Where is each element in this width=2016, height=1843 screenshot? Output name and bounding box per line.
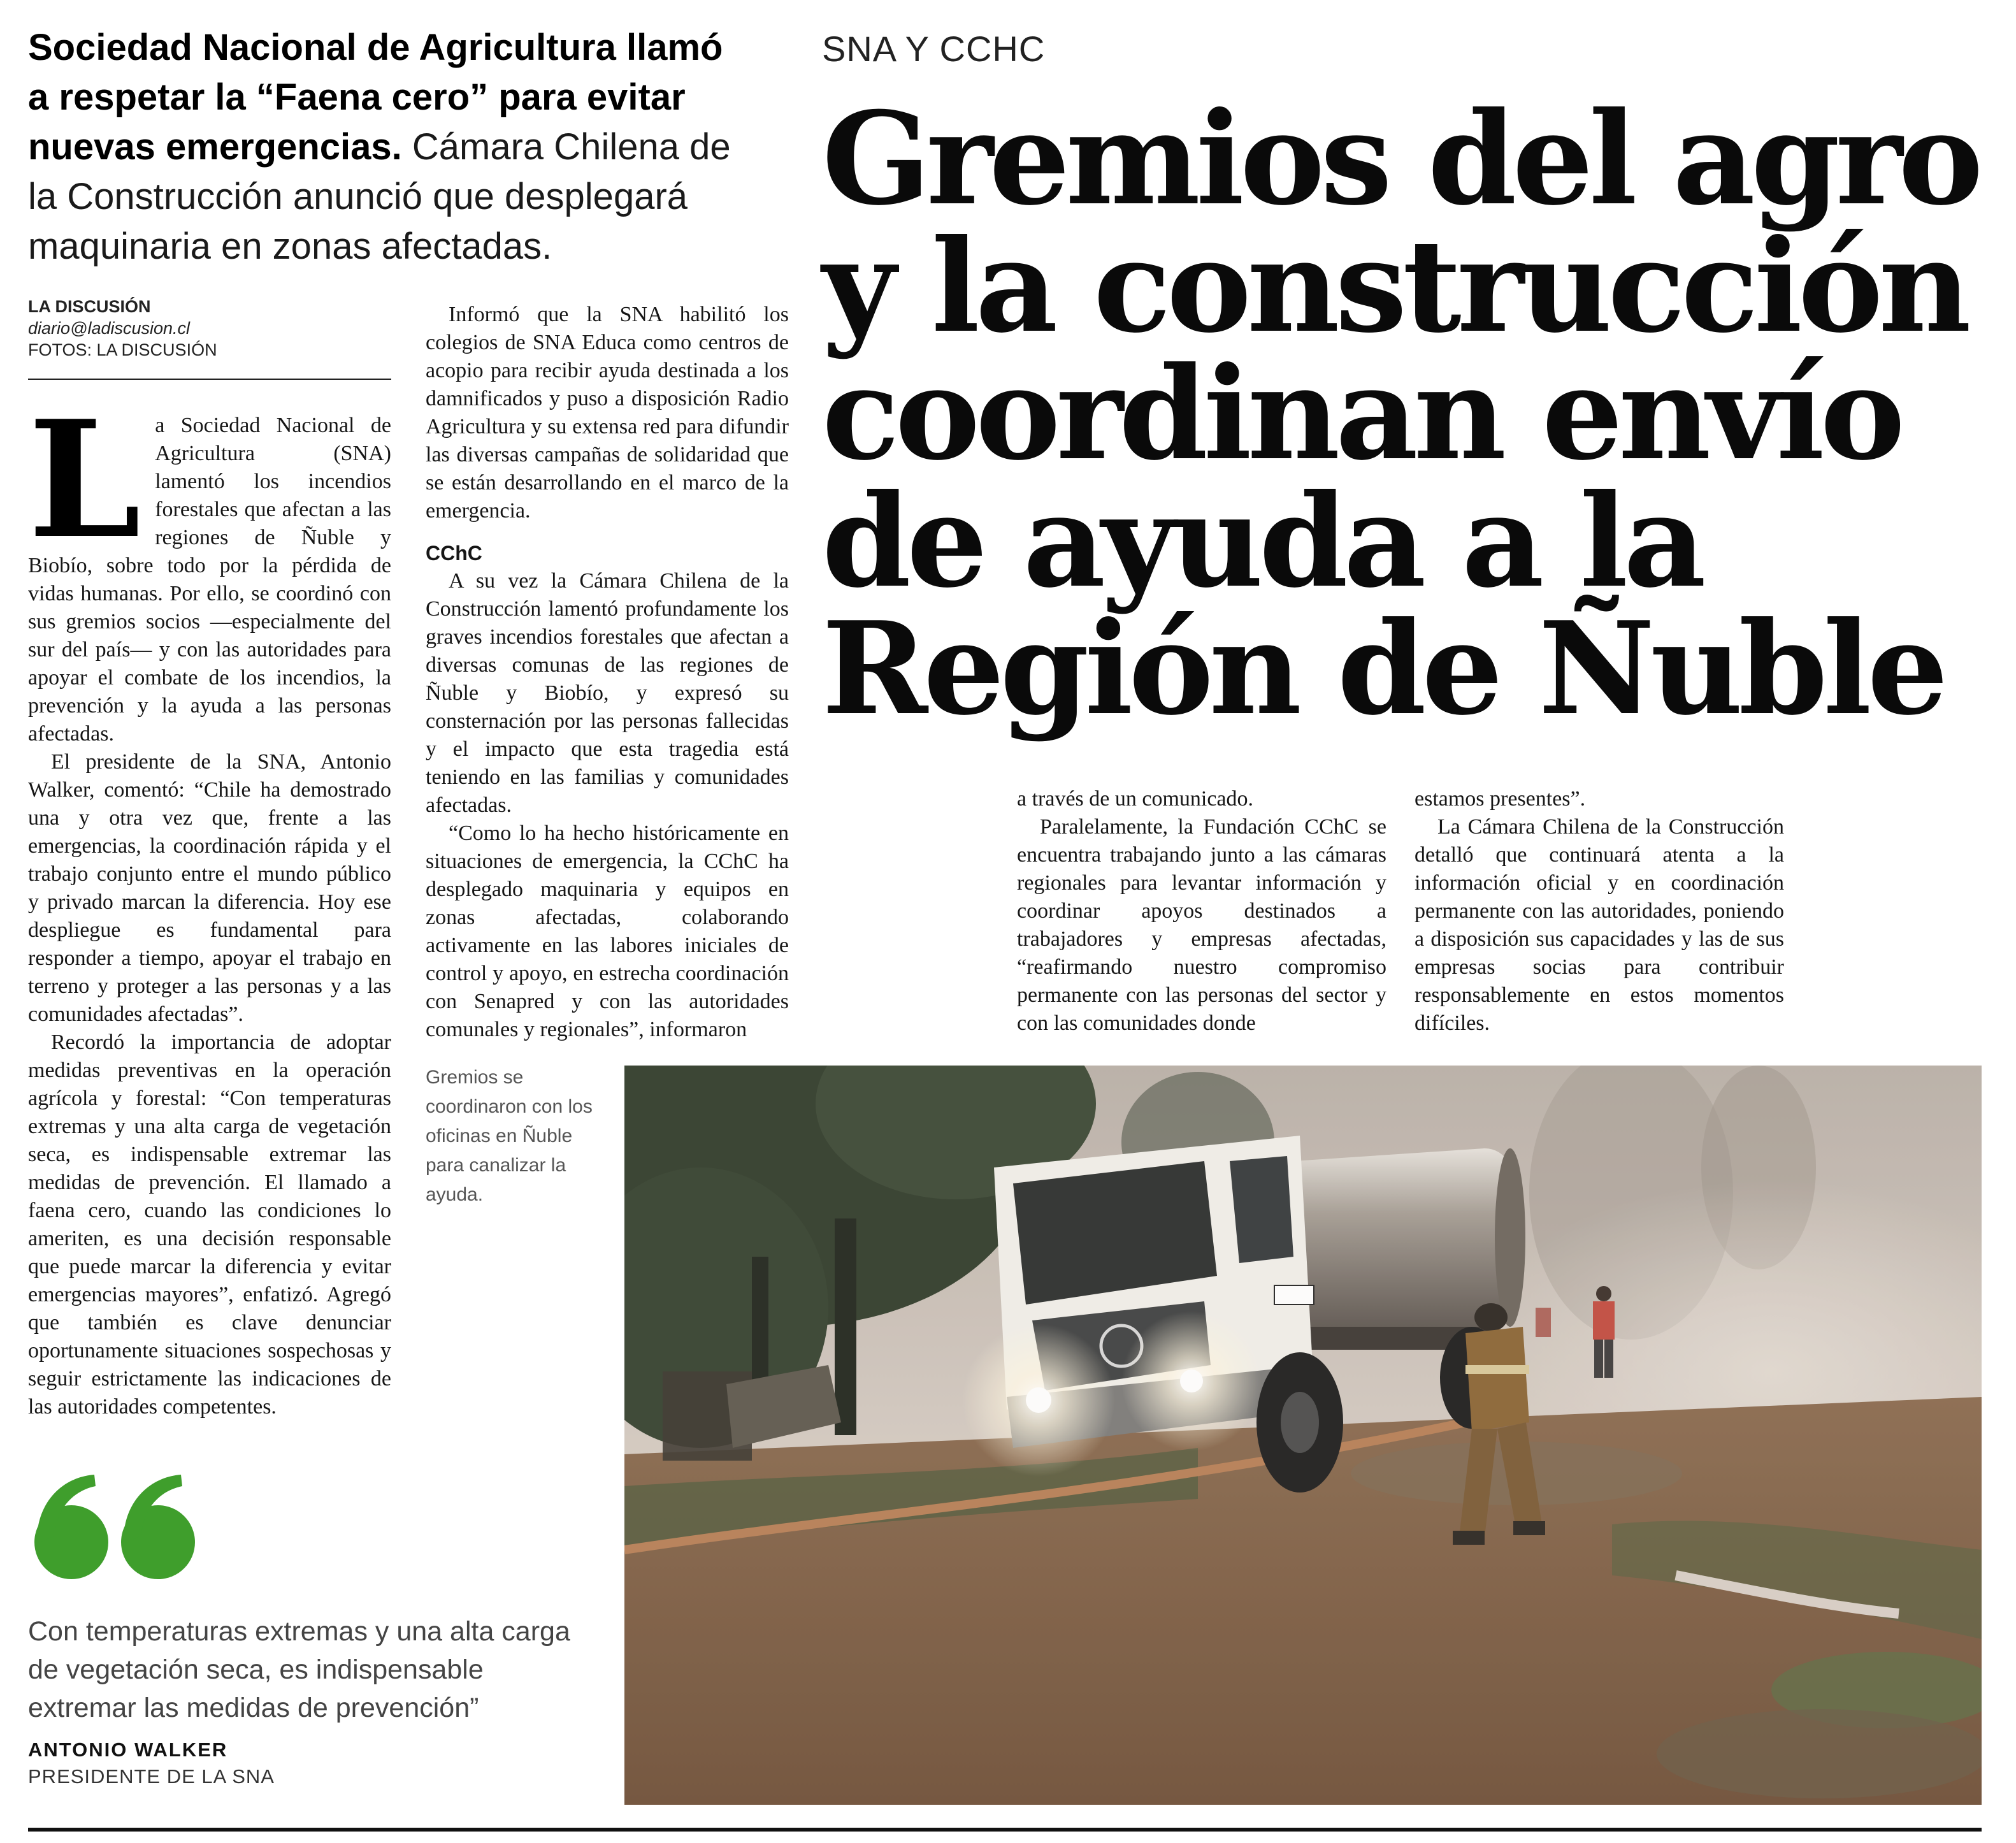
headline: Gremios del agro y la construcción coordinan envío de ayuda a la Región de Ñuble xyxy=(822,84,1979,744)
body-paragraph: El presidente de la SNA, Antonio Walker, comentó: “Chile ha demostrado una y otra vez que, frente a las emergencias, la coordinación rápida y el trabajo conjunto entre el mundo público y privado marcan la diferencia. Hoy ese despliegue es fundamental para responder a tiempo, apoyar el trabajo en terreno y proteger a las personas y a las comunidades afectadas”. xyxy=(28,750,391,1026)
news-photo xyxy=(624,1066,1982,1805)
pull-quote-text: Con temperaturas extremas y una alta carga de vegetación seca, es indispensable extremar las medidas de prevención” xyxy=(28,1616,570,1723)
quote-mark-right-icon xyxy=(121,1475,195,1579)
body-paragraph: “Como lo ha hecho históricamente en situaciones de emergencia, la CChC ha desplegado maquinaria y equipos en zonas afectadas, colaborando activamente en las labores iniciales de control y apoyo, en estrecha coordinación con Senapred y con las autoridades comunales y regionales”, informaron xyxy=(426,821,789,1041)
body-paragraph: A su vez la Cámara Chilena de la Construcción lamentó profundamente los graves incendios forestales que afectan a diversas comunas de las regiones de Ñuble y Biobío, y expresó su consternación por las personas fallecidas y el impacto que esta tragedia está teniendo en las familias y comunidades afectadas. xyxy=(426,569,789,817)
article-deck xyxy=(28,23,748,271)
drop-cap: L xyxy=(28,386,141,574)
section-kicker: SNA Y CCHC xyxy=(822,29,1046,69)
body-paragraph: La Cámara Chilena de la Construcción detalló que continuará atenta a la información oficial y en coordinación permanente con las autoridades, poniendo a disposición sus capacidades y las de sus empresas socias para contribuir responsablemente en estos momentos difíciles. xyxy=(1415,815,1784,1035)
body-paragraph: Recordó la importancia de adoptar medidas preventivas en la operación agrícola y forestal: “Con temperaturas extremas y una alta carga de vegetación seca, es indispensable extremar las medidas de prevención. El llamado a faena cero, cuando las condiciones lo ameriten, es una decisión responsable que puede marcar la diferencia y evitar emergencias mayores”, enfatizó. Agregó que también es clave denunciar oportunamente situaciones sospechosas y seguir estrictamente las indicaciones de las autoridades competentes. xyxy=(28,1030,391,1419)
body-paragraph: Informó que la SNA habilitó los colegios de SNA Educa como centros de acopio para recibir ayuda destinada a los damnificados y puso a disposición Radio Agricultura y su extensa red para difundir las diversas campañas de solidaridad que se están desarrollando en el marco de la emergencia. xyxy=(426,303,789,523)
quote-marks-icon xyxy=(23,1472,201,1580)
photo-caption: Gremios se coordinaron con los oficinas en Ñuble para canalizar la ayuda. xyxy=(426,1067,593,1205)
deck-bold: Sociedad Nacional de Agricultura llamó a respetar la “Faena cero” para evitar nuevas emergencias. xyxy=(28,27,723,168)
pull-quote-role: PRESIDENTE DE LA SNA xyxy=(28,1765,275,1788)
byline-photos: FOTOS: LA DISCUSIÓN xyxy=(28,340,217,359)
quote-mark-left-icon xyxy=(34,1475,108,1579)
body-paragraph: estamos presentes”. xyxy=(1415,787,1586,811)
body-column-2 xyxy=(426,301,789,1044)
pull-quote-author: ANTONIO WALKER xyxy=(28,1738,228,1761)
deck-regular: Cámara Chilena de la Construcción anunció que desplegará maquinaria en zonas afectadas. xyxy=(28,126,731,267)
body-paragraph: a Sociedad Nacional de Agricultura (SNA) lamentó los incendios forestales que afectan a las regiones de Ñuble y Biobío, sobre todo por la pérdida de vidas humanas. Por ello, se coordinó con sus gremios socios —especialmente del sur del país— y con las autoridades para apoyar el combate de los incendios, la prevención y la ayuda a las personas afectadas. xyxy=(28,414,391,746)
body-paragraph: Paralelamente, la Fundación CChC se encuentra trabajando junto a las cámaras regionales para levantar información y coordinar apoyos destinados a trabajadores y empresas afectadas, “reafirmando nuestro compromiso permanente con las personas del sector y con las comunidades donde xyxy=(1017,815,1386,1035)
byline-divider xyxy=(28,379,391,380)
body-column-1 xyxy=(28,386,391,1421)
body-column-3 xyxy=(1017,785,1386,1037)
body-paragraph: a través de un comunicado. xyxy=(1017,787,1254,811)
byline-name: LA DISCUSIÓN xyxy=(28,297,151,316)
byline xyxy=(28,296,391,361)
page-bottom-rule xyxy=(28,1828,1982,1832)
subhead-cchc: CChC xyxy=(426,542,482,565)
body-column-4 xyxy=(1415,785,1784,1037)
byline-email[interactable]: diario@ladiscusion.cl xyxy=(28,319,191,338)
